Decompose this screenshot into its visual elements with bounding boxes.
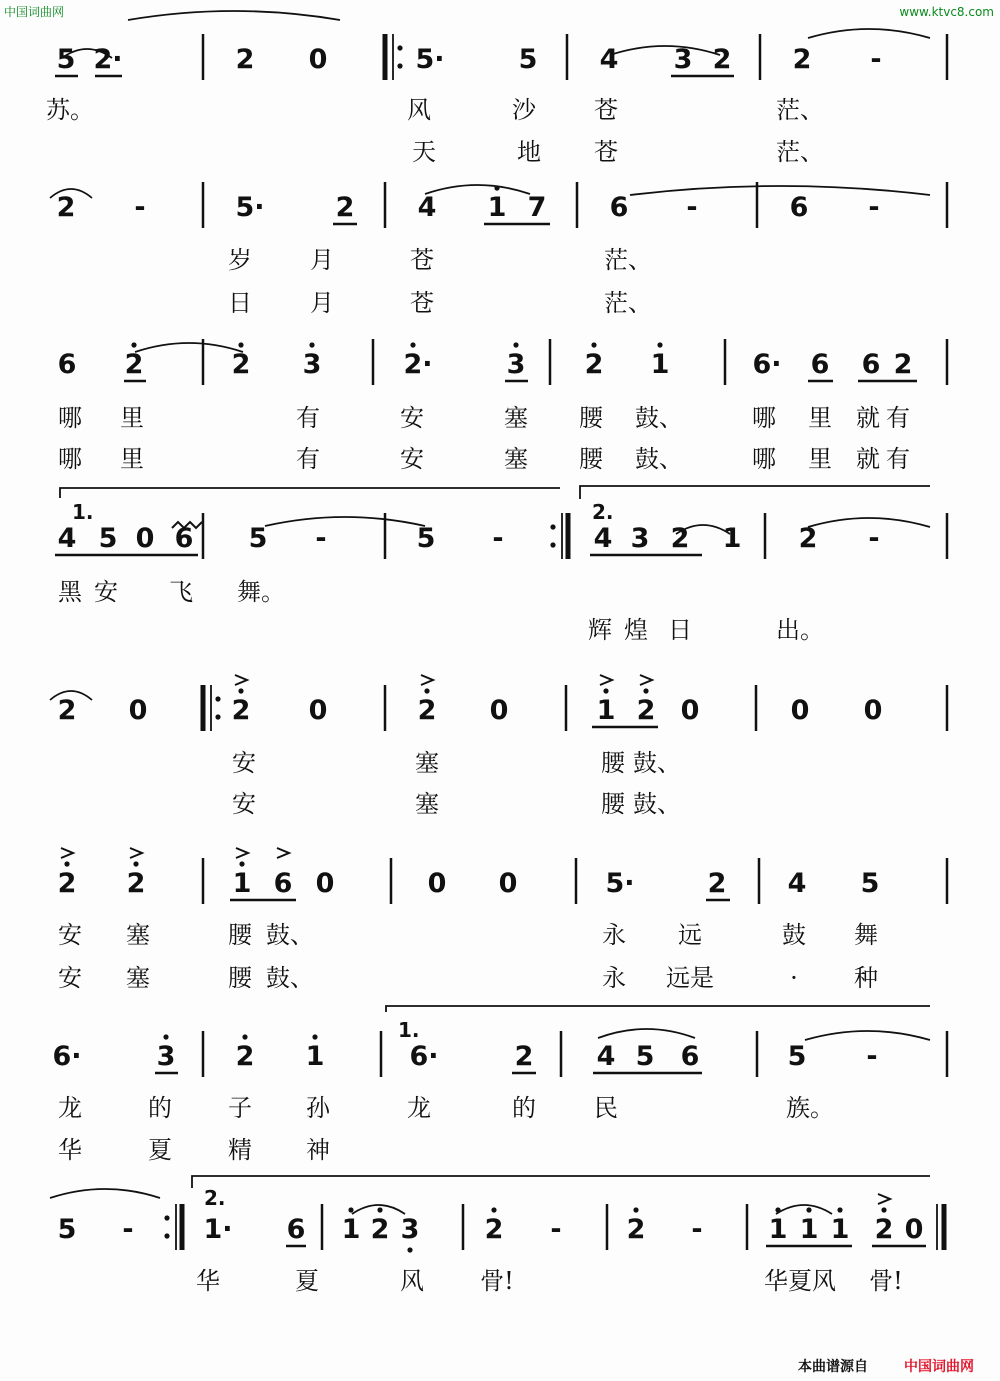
slur-arc [128,11,340,20]
note: 1· [203,1214,233,1245]
lyric-verse-1: 月 [310,246,334,274]
lyric-verse-2: 出。 [776,616,824,644]
lyric-verse-1: 苍 [594,96,618,124]
note: 6· [409,1041,439,1072]
lyric-verse-1: 腰 [228,921,252,949]
lyric-verse-2: 日 [668,616,692,644]
lyric-verse-1: 龙 [407,1094,431,1122]
note: 2 [335,192,355,223]
note: 5 [98,523,118,554]
volta-bracket [192,1176,930,1188]
lyric-verse-1: 骨! [480,1267,514,1295]
lyric-verse-1: 沙 [512,96,536,124]
note: 5 [248,523,268,554]
note: 0 [427,868,447,899]
lyric-verse-2: 精 [228,1136,252,1164]
note: 2 [126,868,146,899]
lyric-verse-2: 有 [296,445,320,473]
note: 6 [286,1214,306,1245]
note: 6 [789,192,809,223]
repeat-dot [550,542,555,547]
lyric-verse-2: 哪 [752,445,776,473]
accent-mark [640,675,652,685]
lyric-verse-1: 子 [228,1094,252,1122]
octave-dot-high [657,342,662,347]
volta-bracket [60,488,560,498]
repeat-dot [397,63,402,68]
note: 4 [57,523,77,554]
note: 3 [302,349,322,380]
note: 5· [605,868,635,899]
lyric-verse-2: 腰 [228,964,252,992]
octave-dot-high [806,1207,811,1212]
note: 0 [790,695,810,726]
lyric-verse-2: 腰 [579,445,603,473]
lyric-verse-2: 月 [310,289,334,317]
lyric-verse-1: 鼓 [782,921,806,949]
lyric-verse-1: 华 [196,1267,220,1295]
octave-dot-low [407,1247,412,1252]
note: 2 [56,192,76,223]
lyric-verse-1: 腰 [579,404,603,432]
note: - [492,523,504,554]
lyric-verse-2: 茫、 [604,289,652,317]
lyric-verse-1: 塞 [126,921,150,949]
lyric-verse-2: 塞 [126,964,150,992]
note: 6 [57,349,77,380]
octave-dot-high [312,1034,317,1039]
note: 1 [596,695,616,726]
note: 5· [415,44,445,75]
slur-arc [805,1031,930,1040]
note: 3 [156,1041,176,1072]
octave-dot-high [424,688,429,693]
note: 2 [57,695,77,726]
octave-dot-high [837,1207,842,1212]
lyric-verse-2: 腰 [601,790,625,818]
note: 2 [484,1214,504,1245]
lyric-verse-2: 种 [854,964,878,992]
volta-bracket [580,486,930,499]
accent-mark [600,675,612,685]
ending-label: 1. [398,1018,420,1042]
lyric-verse-1: 的 [148,1094,172,1122]
accent-mark [130,848,142,858]
lyric-verse-2: 塞 [504,445,528,473]
octave-dot-high [881,1207,886,1212]
repeat-dot [397,45,402,50]
accent-mark [421,675,433,685]
lyric-verse-2: 里 [120,445,144,473]
note: 1 [341,1214,361,1245]
lyric-verse-1: 有 [886,404,910,432]
lyric-verse-2: 安 [400,445,424,473]
octave-dot-high [633,1207,638,1212]
lyric-verse-2: 神 [306,1136,330,1164]
note: 2 [874,1214,894,1245]
note: 1 [799,1214,819,1245]
note: 2 [417,695,437,726]
note: 1 [768,1214,788,1245]
lyric-verse-2: 远是 [666,964,714,992]
slur-arc [135,343,243,352]
lyric-verse-1: 鼓、 [635,404,683,432]
lyric-verse-2: 哪 [58,445,82,473]
footer-source-note: 本曲谱源自 [798,1359,868,1375]
lyric-verse-1: 的 [512,1094,536,1122]
slur-arc [808,29,930,38]
note: 5 [57,1214,77,1245]
lyric-verse-2: 苍 [410,289,434,317]
note: 2· [403,349,433,380]
footer-site-name: 中国词曲网 [904,1359,974,1375]
lyric-verse-1: 黑 [58,578,82,606]
note: 1 [232,868,252,899]
note: 1 [830,1214,850,1245]
lyric-verse-1: 飞 [169,578,193,606]
note: 0 [498,868,518,899]
lyric-verse-2: 有 [886,445,910,473]
lyric-verse-1: 夏 [295,1267,319,1295]
lyric-verse-1: 民 [594,1094,618,1122]
note: 2 [584,349,604,380]
lyric-verse-1: 安 [232,749,256,777]
note: 3 [673,44,693,75]
lyric-verse-1: 族。 [786,1094,834,1122]
note: 4 [599,44,619,75]
octave-dot-high [591,342,596,347]
note: 0 [128,695,148,726]
note: 2 [235,1041,255,1072]
accent-mark [236,848,248,858]
slur-arc [50,1189,160,1198]
note: 2 [707,868,727,899]
octave-dot-high [309,342,314,347]
note: - [134,192,146,223]
note: 3 [630,523,650,554]
lyric-verse-1: 风 [400,1267,424,1295]
repeat-dot [215,714,220,719]
octave-dot-high [603,688,608,693]
lyric-verse-1: 腰 [601,749,625,777]
repeat-dot [164,1215,169,1220]
note: 4 [417,192,437,223]
note: 0 [308,44,328,75]
lyric-verse-2: 安 [232,790,256,818]
note: 0 [489,695,509,726]
note: 5 [518,44,538,75]
note: 2 [798,523,818,554]
lyric-verse-1: 鼓、 [633,749,681,777]
note: 0 [904,1214,924,1245]
note: - [868,523,880,554]
note: 2 [231,349,251,380]
lyric-verse-1: 岁 [228,246,252,274]
ending-label: 1. [72,500,94,524]
note: - [691,1214,703,1245]
accent-mark [61,848,73,858]
slur-arc [265,517,425,526]
note: 1 [650,349,670,380]
note: 6 [174,523,194,554]
lyric-verse-1: 骨! [869,1267,903,1295]
octave-dot-high [238,342,243,347]
note: 0 [135,523,155,554]
note: 3 [400,1214,420,1245]
note: - [315,523,327,554]
octave-dot-high [643,688,648,693]
octave-dot-high [131,342,136,347]
note: 2 [231,695,251,726]
lyric-verse-1: 龙 [58,1094,82,1122]
note: 6 [609,192,629,223]
note: 4 [593,523,613,554]
repeat-dot [164,1233,169,1238]
lyric-verse-2: 安 [58,964,82,992]
octave-dot-high [491,1207,496,1212]
note: 5 [787,1041,807,1072]
accent-mark [277,848,289,858]
note: - [868,192,880,223]
lyric-verse-2: · [790,964,798,992]
watermark-right: www.ktvc8.com [899,5,994,19]
lyric-verse-1: 安 [400,404,424,432]
lyric-verse-2: 就 [856,445,880,473]
lyric-verse-1: 就 [856,404,880,432]
lyric-verse-1: 舞。 [237,578,285,606]
note: 2 [235,44,255,75]
note: 6 [810,349,830,380]
repeat-dot [215,696,220,701]
lyric-verse-1: 安 [94,578,118,606]
note: 5 [56,44,76,75]
lyric-verse-2: 夏 [148,1136,172,1164]
lyric-verse-1: 茫、 [604,246,652,274]
lyric-verse-1: 永 [602,921,626,949]
octave-dot-high [238,688,243,693]
volta-bracket [386,1006,930,1012]
accent-mark [878,1194,890,1204]
note: 2 [57,868,77,899]
repeat-dot [550,524,555,529]
lyric-verse-2: 天 [412,138,436,166]
ending-label: 2. [592,500,614,524]
ending-label: 2. [204,1186,226,1210]
note: 1 [722,523,742,554]
lyric-verse-1: 哪 [58,404,82,432]
note: 6 [273,868,293,899]
note: - [866,1041,878,1072]
lyric-verse-2: 苍 [594,138,618,166]
note: 3 [506,349,526,380]
note: 2 [893,349,913,380]
lyric-verse-2: 日 [228,289,252,317]
lyric-verse-2: 辉 [588,616,612,644]
note: - [550,1214,562,1245]
note: 2 [514,1041,534,1072]
watermark-left: 中国词曲网 [4,5,65,19]
slur-arc [776,1205,832,1214]
note: 6 [680,1041,700,1072]
octave-dot-high [348,1207,353,1212]
note: 0 [863,695,883,726]
note: - [122,1214,134,1245]
note: 0 [680,695,700,726]
slur-arc [425,185,530,194]
lyric-verse-2: 茫、 [776,138,824,166]
lyric-verse-2: 华 [58,1136,82,1164]
note: 2 [712,44,732,75]
octave-dot-high [64,861,69,866]
lyric-verse-1: 鼓、 [266,921,314,949]
lyric-verse-1: 哪 [752,404,776,432]
lyric-verse-2: 鼓、 [266,964,314,992]
note: 2 [626,1214,646,1245]
octave-dot-high [239,861,244,866]
note: 2 [124,349,144,380]
lyric-verse-2: 煌 [624,616,648,644]
lyric-verse-1: 孙 [306,1094,330,1122]
note: 2 [670,523,690,554]
note: 2 [792,44,812,75]
note: 2 [636,695,656,726]
note: 5 [860,868,880,899]
accent-mark [235,675,247,685]
lyric-verse-1: 苍 [410,246,434,274]
octave-dot-high [410,342,415,347]
octave-dot-high [163,1034,168,1039]
lyric-verse-1: 远 [678,921,702,949]
lyric-verse-1: 塞 [504,404,528,432]
lyric-verse-1: 茫、 [776,96,824,124]
slur-arc [598,1029,695,1038]
note: - [870,44,882,75]
note: 4 [596,1041,616,1072]
octave-dot-high [513,342,518,347]
note: 2· [93,44,123,75]
note: 0 [315,868,335,899]
note: 4 [787,868,807,899]
lyric-verse-1: 风 [407,96,431,124]
note: 6· [52,1041,82,1072]
lyric-verse-2: 永 [602,964,626,992]
note: 6· [752,349,782,380]
lyric-verse-1: 安 [58,921,82,949]
note: - [686,192,698,223]
slur-arc [610,46,720,55]
lyric-verse-1: 苏。 [46,96,94,124]
lyric-verse-2: 地 [517,138,541,166]
note: 2 [370,1214,390,1245]
note: 1 [487,192,507,223]
note: 1 [305,1041,325,1072]
octave-dot-high [133,861,138,866]
lyric-verse-1: 里 [808,404,832,432]
octave-dot-high [242,1034,247,1039]
slur-arc [630,186,930,195]
lyric-verse-2: 里 [808,445,832,473]
octave-dot-high [377,1207,382,1212]
lyric-verse-2: 鼓、 [633,790,681,818]
note: 0 [308,695,328,726]
note: 5· [235,192,265,223]
lyric-verse-1: 有 [296,404,320,432]
lyric-verse-2: 鼓、 [635,445,683,473]
lyric-verse-1: 里 [120,404,144,432]
note: 6 [861,349,881,380]
note: 5 [416,523,436,554]
lyric-verse-1: 舞 [854,921,878,949]
note: 5 [635,1041,655,1072]
note: 7 [527,192,547,223]
lyric-verse-1: 华夏风 [764,1267,836,1295]
lyric-verse-2: 塞 [415,790,439,818]
lyric-verse-1: 塞 [415,749,439,777]
